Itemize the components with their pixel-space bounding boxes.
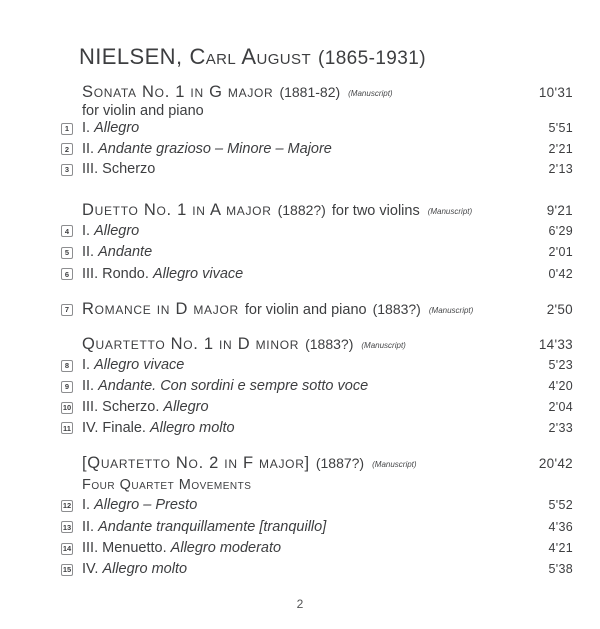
work-title: Quartetto No. 1 in D minor — [82, 334, 300, 353]
work-year: (1881-82) — [279, 84, 341, 100]
track-duration: 0'42 — [548, 266, 573, 281]
track-number: 1 — [64, 124, 70, 133]
track-duration: 6'29 — [548, 223, 573, 238]
track-duration: 5'51 — [548, 121, 573, 135]
movement-tempo: Allegro — [163, 399, 209, 415]
track-number: 3 — [64, 165, 70, 174]
movement-prefix: II. — [82, 140, 99, 157]
track-row — [64, 161, 573, 178]
work-year: (1883?) — [372, 300, 421, 317]
track-number-box — [61, 521, 73, 533]
movement-tempo: Allegro vivace — [94, 357, 185, 373]
track-row — [63, 419, 573, 437]
track-number-box — [61, 543, 73, 555]
movement-prefix: III. Scherzo. — [82, 399, 164, 415]
section-heading-sonata — [82, 83, 573, 103]
movement-tempo: Allegro molto — [149, 419, 235, 436]
manuscript-note: (Manuscript) — [427, 207, 473, 216]
work-year: (1882?) — [277, 202, 326, 218]
manuscript-note: (Manuscript) — [372, 460, 417, 469]
work-duration: 9'21 — [546, 203, 573, 218]
work-year: (1887?) — [315, 455, 365, 471]
track-number-box — [61, 500, 73, 512]
track-number: 11 — [63, 423, 71, 433]
movement-prefix: II. — [82, 378, 99, 394]
movement-tempo: Allegro vivace — [152, 265, 244, 282]
work-duration: 20'42 — [538, 456, 573, 471]
track-row — [64, 265, 573, 283]
movement-tempo: Andante. Con sordini e sempre sotto voce — [98, 378, 369, 394]
page-number: 2 — [296, 597, 304, 611]
movement-prefix: I. — [82, 120, 95, 136]
section-heading-quartetto-2 — [82, 454, 573, 474]
track-row — [64, 140, 573, 158]
track-number-box — [61, 402, 73, 414]
track-number-box — [61, 164, 73, 176]
section-heading-romance — [64, 299, 573, 320]
track-row — [64, 378, 573, 395]
track-duration: 2'13 — [548, 162, 573, 176]
track-duration: 5'23 — [548, 358, 573, 372]
movement-tempo: Allegro — [94, 120, 140, 136]
track-number: 2 — [64, 144, 70, 154]
track-number-box — [61, 247, 73, 259]
track-number: 4 — [64, 226, 70, 236]
track-number-box — [61, 143, 73, 155]
movement-tempo: Allegro – Presto — [94, 497, 198, 513]
section-heading-quartetto-1 — [82, 335, 573, 355]
track-duration: 4'21 — [548, 541, 573, 555]
movement-prefix: I. — [82, 222, 95, 239]
track-number-box — [61, 268, 73, 280]
track-number: 5 — [64, 248, 70, 257]
movement-tempo: Allegro — [94, 222, 140, 239]
track-number: 14 — [62, 544, 72, 553]
movement-prefix: III. Scherzo — [82, 161, 156, 177]
movement-tempo: Andante — [98, 244, 153, 260]
track-row — [62, 518, 573, 536]
movement-tempo: Andante tranquillamente [tranquillo] — [98, 518, 327, 535]
track-number-box — [61, 360, 73, 372]
movement-prefix: I. — [82, 357, 95, 373]
manuscript-note: (Manuscript) — [428, 305, 474, 315]
movement-prefix: IV. Finale. — [82, 419, 150, 436]
track-number: 9 — [64, 382, 70, 391]
movement-prefix: IV. — [82, 561, 103, 577]
track-number: 12 — [62, 501, 72, 510]
section-heading-duetto — [82, 201, 573, 221]
track-duration: 2'04 — [548, 400, 573, 414]
track-row — [64, 120, 573, 137]
work-year: (1883?) — [305, 335, 354, 352]
work-scoring: for two violins — [331, 203, 420, 219]
movement-prefix: II. — [82, 518, 99, 535]
track-duration: 2'01 — [548, 245, 573, 259]
track-number: 15 — [62, 565, 72, 574]
track-duration: 5'52 — [548, 498, 573, 512]
track-number-box — [61, 564, 73, 576]
track-row — [62, 497, 573, 514]
movement-prefix: III. Rondo. — [82, 265, 153, 282]
manuscript-note: (Manuscript) — [348, 89, 393, 98]
track-duration: 4'20 — [548, 379, 573, 393]
track-duration: 5'38 — [548, 562, 573, 576]
work-duration: 2'50 — [546, 301, 573, 317]
work-title: [Quartetto No. 2 in F major] — [82, 454, 310, 472]
composer-surname: NIELSEN, — [79, 44, 183, 69]
movement-prefix: III. Menuetto. — [82, 540, 171, 556]
track-number-box — [61, 381, 73, 393]
movement-prefix: I. — [82, 497, 95, 513]
movement-tempo: Allegro molto — [102, 561, 188, 577]
work-scoring: for violin and piano — [82, 103, 204, 119]
track-duration: 4'36 — [548, 519, 573, 534]
track-duration: 2'21 — [548, 141, 573, 156]
work-title: Duetto No. 1 in A major — [82, 201, 272, 219]
movement-prefix: II. — [82, 244, 99, 260]
work-scoring: for violin and piano — [244, 301, 367, 318]
track-row — [64, 222, 573, 240]
work-subtitle: Four Quartet Movements — [82, 476, 252, 493]
track-row — [62, 561, 573, 578]
track-number: 8 — [64, 361, 70, 370]
work-title: Sonata No. 1 in G major — [82, 83, 274, 101]
work-title: Romance in D major — [82, 299, 239, 318]
work-duration: 10'31 — [538, 85, 573, 100]
track-number: 7 — [64, 305, 70, 314]
composer-forename: Carl August — [189, 44, 312, 69]
track-row — [64, 244, 573, 261]
composer-title — [79, 44, 426, 70]
track-row — [62, 540, 573, 557]
composer-years: (1865-1931) — [318, 48, 426, 69]
track-row — [62, 399, 573, 416]
track-row — [64, 357, 573, 374]
track-duration: 2'33 — [548, 420, 573, 435]
movement-tempo: Allegro moderato — [170, 540, 282, 556]
track-number-box — [61, 304, 73, 316]
track-number: 10 — [62, 403, 72, 412]
track-number: 6 — [64, 269, 70, 279]
track-number-box — [61, 422, 73, 434]
manuscript-note: (Manuscript) — [361, 340, 406, 350]
movement-tempo: Andante grazioso – Minore – Majore — [98, 140, 332, 157]
track-number-box — [61, 123, 73, 135]
track-number: 13 — [62, 522, 72, 532]
work-duration: 14'33 — [538, 336, 573, 352]
track-number-box — [61, 225, 73, 237]
